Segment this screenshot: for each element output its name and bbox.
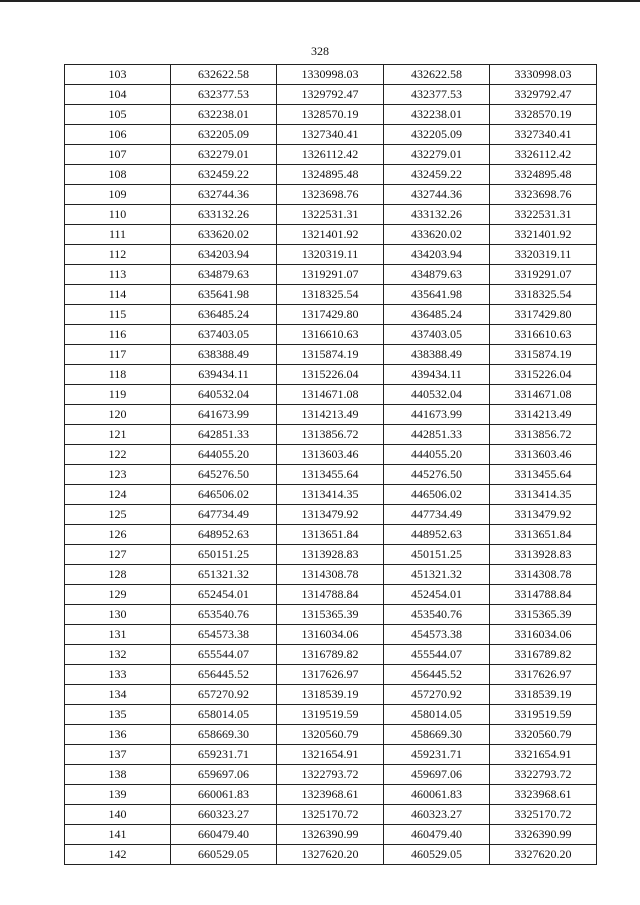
table-row [65, 285, 597, 305]
value-col-2-cell: 639434.11 [171, 365, 277, 385]
point-number-cell: 105 [65, 105, 171, 125]
table-row [65, 405, 597, 425]
value-col-4-cell: 434203.94 [384, 245, 490, 265]
value-col-2-cell: 653540.76 [171, 605, 277, 625]
point-number-cell: 116 [65, 325, 171, 345]
table-body [65, 65, 597, 865]
value-col-3-cell: 1313479.92 [277, 505, 384, 525]
point-number-cell: 127 [65, 545, 171, 565]
value-col-4-cell: 438388.49 [384, 345, 490, 365]
value-col-3-cell: 1314788.84 [277, 585, 384, 605]
value-col-3-cell: 1320560.79 [277, 725, 384, 745]
point-number-cell: 120 [65, 405, 171, 425]
value-col-2-cell: 660479.40 [171, 825, 277, 845]
value-col-2-cell: 658014.05 [171, 705, 277, 725]
value-col-4-cell: 437403.05 [384, 325, 490, 345]
table-row [65, 665, 597, 685]
value-col-5-cell: 3313479.92 [490, 505, 597, 525]
value-col-4-cell: 446506.02 [384, 485, 490, 505]
value-col-3-cell: 1314671.08 [277, 385, 384, 405]
value-col-4-cell: 459231.71 [384, 745, 490, 765]
value-col-5-cell: 3324895.48 [490, 165, 597, 185]
point-number-cell: 137 [65, 745, 171, 765]
table-row [65, 685, 597, 705]
value-col-4-cell: 457270.92 [384, 685, 490, 705]
value-col-5-cell: 3322531.31 [490, 205, 597, 225]
value-col-3-cell: 1328570.19 [277, 105, 384, 125]
table-row [65, 745, 597, 765]
value-col-5-cell: 3314788.84 [490, 585, 597, 605]
value-col-5-cell: 3326112.42 [490, 145, 597, 165]
point-number-cell: 131 [65, 625, 171, 645]
value-col-4-cell: 456445.52 [384, 665, 490, 685]
value-col-3-cell: 1327340.41 [277, 125, 384, 145]
value-col-5-cell: 3327620.20 [490, 845, 597, 865]
value-col-4-cell: 447734.49 [384, 505, 490, 525]
point-number-cell: 136 [65, 725, 171, 745]
point-number-cell: 113 [65, 265, 171, 285]
point-number-cell: 142 [65, 845, 171, 865]
value-col-4-cell: 454573.38 [384, 625, 490, 645]
value-col-3-cell: 1318325.54 [277, 285, 384, 305]
value-col-3-cell: 1321401.92 [277, 225, 384, 245]
value-col-2-cell: 645276.50 [171, 465, 277, 485]
table-row [65, 825, 597, 845]
value-col-4-cell: 458669.30 [384, 725, 490, 745]
value-col-2-cell: 632377.53 [171, 85, 277, 105]
value-col-4-cell: 439434.11 [384, 365, 490, 385]
value-col-5-cell: 3316610.63 [490, 325, 597, 345]
value-col-2-cell: 635641.98 [171, 285, 277, 305]
value-col-4-cell: 432279.01 [384, 145, 490, 165]
point-number-cell: 139 [65, 785, 171, 805]
value-col-2-cell: 659697.06 [171, 765, 277, 785]
value-col-2-cell: 632238.01 [171, 105, 277, 125]
value-col-3-cell: 1313928.83 [277, 545, 384, 565]
value-col-5-cell: 3321401.92 [490, 225, 597, 245]
value-col-4-cell: 435641.98 [384, 285, 490, 305]
point-number-cell: 115 [65, 305, 171, 325]
point-number-cell: 104 [65, 85, 171, 105]
table-row [65, 205, 597, 225]
value-col-4-cell: 460529.05 [384, 845, 490, 865]
value-col-3-cell: 1323698.76 [277, 185, 384, 205]
value-col-5-cell: 3320319.11 [490, 245, 597, 265]
point-number-cell: 109 [65, 185, 171, 205]
value-col-3-cell: 1313414.35 [277, 485, 384, 505]
point-number-cell: 108 [65, 165, 171, 185]
value-col-3-cell: 1326112.42 [277, 145, 384, 165]
coordinate-table [64, 64, 597, 865]
value-col-4-cell: 432377.53 [384, 85, 490, 105]
value-col-5-cell: 3314308.78 [490, 565, 597, 585]
value-col-5-cell: 3316789.82 [490, 645, 597, 665]
table-row [65, 625, 597, 645]
value-col-5-cell: 3316034.06 [490, 625, 597, 645]
value-col-3-cell: 1324895.48 [277, 165, 384, 185]
value-col-3-cell: 1326390.99 [277, 825, 384, 845]
value-col-2-cell: 634879.63 [171, 265, 277, 285]
point-number-cell: 117 [65, 345, 171, 365]
value-col-4-cell: 434879.63 [384, 265, 490, 285]
value-col-2-cell: 636485.24 [171, 305, 277, 325]
value-col-3-cell: 1317626.97 [277, 665, 384, 685]
value-col-2-cell: 650151.25 [171, 545, 277, 565]
value-col-5-cell: 3330998.03 [490, 65, 597, 85]
table-row [65, 385, 597, 405]
value-col-2-cell: 651321.32 [171, 565, 277, 585]
point-number-cell: 135 [65, 705, 171, 725]
table-row [65, 645, 597, 665]
point-number-cell: 107 [65, 145, 171, 165]
value-col-5-cell: 3325170.72 [490, 805, 597, 825]
value-col-3-cell: 1314308.78 [277, 565, 384, 585]
value-col-4-cell: 432459.22 [384, 165, 490, 185]
table-row [65, 785, 597, 805]
point-number-cell: 126 [65, 525, 171, 545]
page-number: 328 [311, 44, 329, 58]
value-col-5-cell: 3319291.07 [490, 265, 597, 285]
value-col-2-cell: 659231.71 [171, 745, 277, 765]
point-number-cell: 132 [65, 645, 171, 665]
table-row [65, 165, 597, 185]
table-row [65, 265, 597, 285]
table-row [65, 105, 597, 125]
value-col-3-cell: 1315226.04 [277, 365, 384, 385]
value-col-4-cell: 460323.27 [384, 805, 490, 825]
table-row [65, 565, 597, 585]
table-row [65, 505, 597, 525]
value-col-5-cell: 3314213.49 [490, 405, 597, 425]
value-col-4-cell: 445276.50 [384, 465, 490, 485]
value-col-3-cell: 1314213.49 [277, 405, 384, 425]
value-col-5-cell: 3313414.35 [490, 485, 597, 505]
point-number-cell: 122 [65, 445, 171, 465]
value-col-4-cell: 433620.02 [384, 225, 490, 245]
value-col-4-cell: 432238.01 [384, 105, 490, 125]
top-rule [0, 0, 640, 2]
value-col-3-cell: 1315365.39 [277, 605, 384, 625]
value-col-2-cell: 657270.92 [171, 685, 277, 705]
table-row [65, 325, 597, 345]
point-number-cell: 133 [65, 665, 171, 685]
value-col-2-cell: 642851.33 [171, 425, 277, 445]
table-row [65, 605, 597, 625]
point-number-cell: 123 [65, 465, 171, 485]
value-col-4-cell: 452454.01 [384, 585, 490, 605]
value-col-4-cell: 453540.76 [384, 605, 490, 625]
table-row [65, 245, 597, 265]
value-col-5-cell: 3318539.19 [490, 685, 597, 705]
value-col-5-cell: 3323968.61 [490, 785, 597, 805]
table-row [65, 725, 597, 745]
value-col-5-cell: 3328570.19 [490, 105, 597, 125]
point-number-cell: 128 [65, 565, 171, 585]
table-row [65, 525, 597, 545]
table-row [65, 445, 597, 465]
point-number-cell: 140 [65, 805, 171, 825]
value-col-5-cell: 3314671.08 [490, 385, 597, 405]
value-col-2-cell: 632459.22 [171, 165, 277, 185]
value-col-5-cell: 3318325.54 [490, 285, 597, 305]
value-col-3-cell: 1319291.07 [277, 265, 384, 285]
table-row [65, 705, 597, 725]
value-col-3-cell: 1317429.80 [277, 305, 384, 325]
value-col-4-cell: 448952.63 [384, 525, 490, 545]
value-col-2-cell: 656445.52 [171, 665, 277, 685]
value-col-5-cell: 3315874.19 [490, 345, 597, 365]
value-col-3-cell: 1316034.06 [277, 625, 384, 645]
value-col-4-cell: 460479.40 [384, 825, 490, 845]
value-col-5-cell: 3321654.91 [490, 745, 597, 765]
value-col-5-cell: 3313928.83 [490, 545, 597, 565]
table-row [65, 765, 597, 785]
value-col-4-cell: 444055.20 [384, 445, 490, 465]
point-number-cell: 125 [65, 505, 171, 525]
value-col-2-cell: 640532.04 [171, 385, 277, 405]
value-col-2-cell: 634203.94 [171, 245, 277, 265]
point-number-cell: 112 [65, 245, 171, 265]
value-col-2-cell: 655544.07 [171, 645, 277, 665]
point-number-cell: 119 [65, 385, 171, 405]
table-row [65, 465, 597, 485]
value-col-3-cell: 1313455.64 [277, 465, 384, 485]
value-col-5-cell: 3329792.47 [490, 85, 597, 105]
point-number-cell: 106 [65, 125, 171, 145]
value-col-3-cell: 1316789.82 [277, 645, 384, 665]
value-col-3-cell: 1325170.72 [277, 805, 384, 825]
value-col-2-cell: 660323.27 [171, 805, 277, 825]
point-number-cell: 124 [65, 485, 171, 505]
value-col-5-cell: 3317429.80 [490, 305, 597, 325]
value-col-4-cell: 450151.25 [384, 545, 490, 565]
point-number-cell: 121 [65, 425, 171, 445]
value-col-2-cell: 660529.05 [171, 845, 277, 865]
value-col-2-cell: 633132.26 [171, 205, 277, 225]
table-row [65, 345, 597, 365]
value-col-2-cell: 632622.58 [171, 65, 277, 85]
point-number-cell: 118 [65, 365, 171, 385]
value-col-4-cell: 459697.06 [384, 765, 490, 785]
value-col-5-cell: 3320560.79 [490, 725, 597, 745]
value-col-3-cell: 1320319.11 [277, 245, 384, 265]
table-row [65, 485, 597, 505]
value-col-3-cell: 1329792.47 [277, 85, 384, 105]
value-col-2-cell: 632205.09 [171, 125, 277, 145]
value-col-4-cell: 440532.04 [384, 385, 490, 405]
value-col-4-cell: 451321.32 [384, 565, 490, 585]
table-row [65, 425, 597, 445]
table-row [65, 145, 597, 165]
value-col-5-cell: 3313603.46 [490, 445, 597, 465]
value-col-3-cell: 1315874.19 [277, 345, 384, 365]
table-row [65, 845, 597, 865]
value-col-3-cell: 1323968.61 [277, 785, 384, 805]
point-number-cell: 134 [65, 685, 171, 705]
table-row [65, 225, 597, 245]
value-col-4-cell: 433132.26 [384, 205, 490, 225]
value-col-5-cell: 3313651.84 [490, 525, 597, 545]
table-row [65, 545, 597, 565]
value-col-3-cell: 1316610.63 [277, 325, 384, 345]
point-number-cell: 129 [65, 585, 171, 605]
point-number-cell: 114 [65, 285, 171, 305]
point-number-cell: 138 [65, 765, 171, 785]
value-col-4-cell: 460061.83 [384, 785, 490, 805]
table-row [65, 65, 597, 85]
value-col-3-cell: 1330998.03 [277, 65, 384, 85]
table-row [65, 305, 597, 325]
value-col-4-cell: 458014.05 [384, 705, 490, 725]
value-col-3-cell: 1322793.72 [277, 765, 384, 785]
value-col-5-cell: 3315365.39 [490, 605, 597, 625]
point-number-cell: 130 [65, 605, 171, 625]
value-col-2-cell: 644055.20 [171, 445, 277, 465]
point-number-cell: 110 [65, 205, 171, 225]
value-col-5-cell: 3319519.59 [490, 705, 597, 725]
value-col-2-cell: 648952.63 [171, 525, 277, 545]
value-col-3-cell: 1322531.31 [277, 205, 384, 225]
value-col-2-cell: 638388.49 [171, 345, 277, 365]
value-col-2-cell: 658669.30 [171, 725, 277, 745]
table-row [65, 125, 597, 145]
point-number-cell: 103 [65, 65, 171, 85]
value-col-2-cell: 637403.05 [171, 325, 277, 345]
value-col-2-cell: 647734.49 [171, 505, 277, 525]
value-col-2-cell: 641673.99 [171, 405, 277, 425]
table-row [65, 185, 597, 205]
value-col-2-cell: 654573.38 [171, 625, 277, 645]
value-col-3-cell: 1327620.20 [277, 845, 384, 865]
value-col-5-cell: 3326390.99 [490, 825, 597, 845]
value-col-3-cell: 1319519.59 [277, 705, 384, 725]
point-number-cell: 111 [65, 225, 171, 245]
table-row [65, 805, 597, 825]
value-col-5-cell: 3313856.72 [490, 425, 597, 445]
value-col-2-cell: 646506.02 [171, 485, 277, 505]
value-col-3-cell: 1313651.84 [277, 525, 384, 545]
value-col-5-cell: 3323698.76 [490, 185, 597, 205]
value-col-4-cell: 455544.07 [384, 645, 490, 665]
value-col-3-cell: 1321654.91 [277, 745, 384, 765]
value-col-4-cell: 432205.09 [384, 125, 490, 145]
value-col-4-cell: 441673.99 [384, 405, 490, 425]
value-col-2-cell: 632279.01 [171, 145, 277, 165]
value-col-4-cell: 432744.36 [384, 185, 490, 205]
value-col-5-cell: 3327340.41 [490, 125, 597, 145]
value-col-2-cell: 660061.83 [171, 785, 277, 805]
point-number-cell: 141 [65, 825, 171, 845]
value-col-5-cell: 3317626.97 [490, 665, 597, 685]
table-row [65, 85, 597, 105]
value-col-2-cell: 652454.01 [171, 585, 277, 605]
value-col-5-cell: 3313455.64 [490, 465, 597, 485]
value-col-3-cell: 1313603.46 [277, 445, 384, 465]
table-row [65, 365, 597, 385]
value-col-5-cell: 3315226.04 [490, 365, 597, 385]
value-col-2-cell: 633620.02 [171, 225, 277, 245]
value-col-4-cell: 436485.24 [384, 305, 490, 325]
value-col-2-cell: 632744.36 [171, 185, 277, 205]
value-col-3-cell: 1318539.19 [277, 685, 384, 705]
value-col-3-cell: 1313856.72 [277, 425, 384, 445]
value-col-5-cell: 3322793.72 [490, 765, 597, 785]
value-col-4-cell: 432622.58 [384, 65, 490, 85]
table-row [65, 585, 597, 605]
value-col-4-cell: 442851.33 [384, 425, 490, 445]
